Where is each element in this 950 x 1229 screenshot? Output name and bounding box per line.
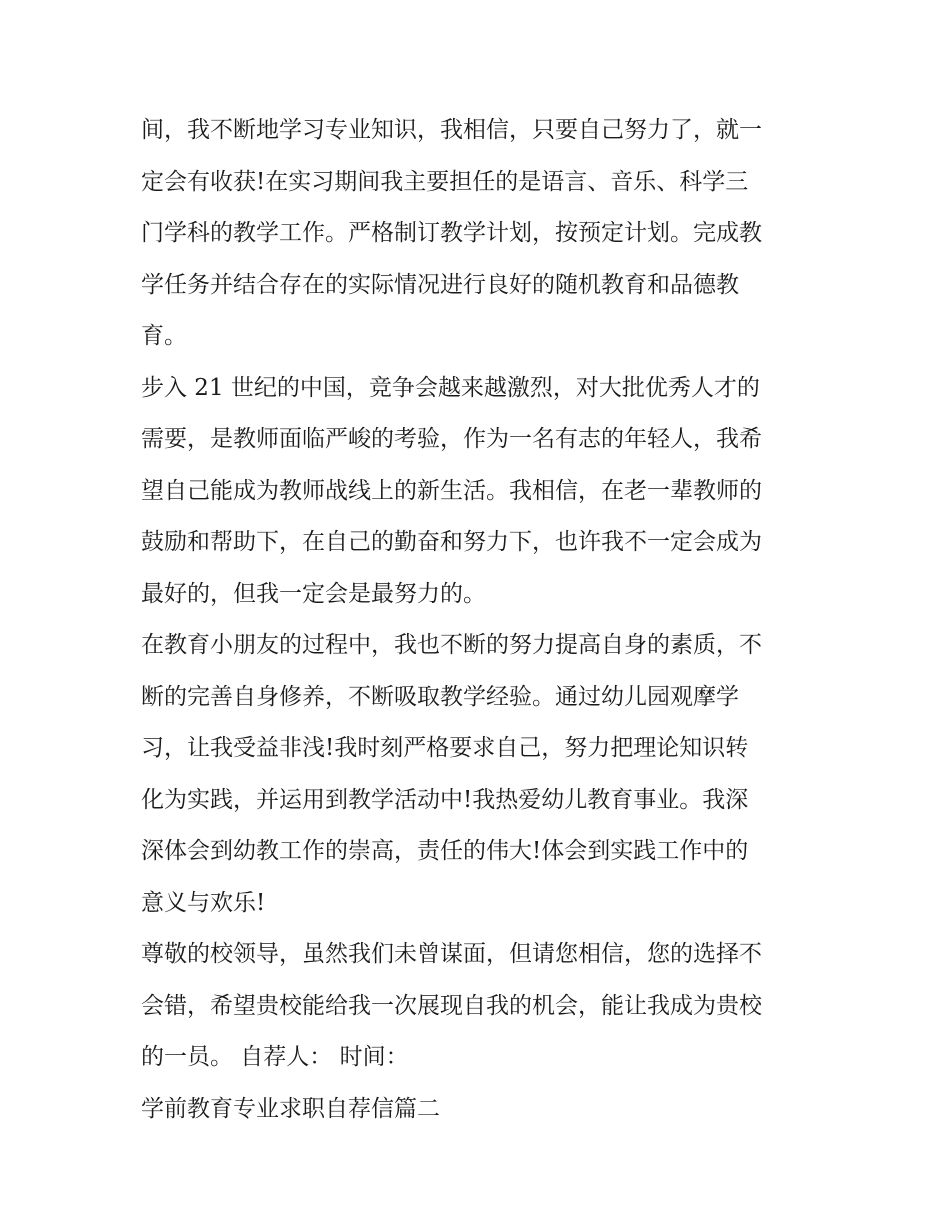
text-line: 最好的，但我一定会是最努力的。 — [141, 580, 486, 607]
text-line: 鼓励和帮助下，在自己的勤奋和努力下，也许我不一定会成为 — [141, 529, 762, 555]
text-line: 在教育小朋友的过程中，我也不断的努力提高自身的素质，不 — [141, 632, 762, 658]
text-line: 步入 21 世纪的中国，竞争会越来越激烈，对大批优秀人才的 — [141, 374, 760, 401]
text-line: 会错，希望贵校能给我一次展现自我的机会，能让我成为贵校 — [141, 992, 762, 1019]
document-body — [141, 105, 813, 1135]
text-line: 尊敬的校领导，虽然我们未曾谋面，但请您相信，您的选择不 — [141, 941, 762, 967]
text-line: 需要，是教师面临严峻的考验，作为一名有志的年轻人，我希 — [141, 426, 762, 452]
text-line: 断的完善自身修养，不断吸取教学经验。通过幼儿园观摩学 — [141, 683, 739, 710]
text-line: 深体会到幼教工作的崇高，责任的伟大!体会到实践工作中的 — [141, 838, 749, 864]
paragraph-21st-century — [141, 363, 813, 621]
text-line: 化为实践，并运用到教学活动中!我热爱幼儿教育事业。我深 — [141, 786, 749, 813]
paragraph-closing — [141, 929, 813, 1084]
text-line: 望自己能成为教师战线上的新生活。我相信，在老一辈教师的 — [141, 477, 762, 504]
text-line: 育。 — [141, 323, 187, 349]
section-title: 学前教育专业求职自荐信篇二 — [141, 1095, 440, 1122]
text-line: 习，让我受益非浅!我时刻严格要求自己，努力把理论知识转 — [141, 735, 749, 761]
text-line: 学任务并结合存在的实际情况进行良好的随机教育和品德教 — [141, 271, 739, 298]
paragraph-teaching-children — [141, 620, 813, 929]
text-line: 定会有收获!在实习期间我主要担任的是语言、音乐、科学三 — [141, 168, 749, 195]
text-line: 意义与欢乐! — [141, 889, 266, 916]
text-line: 的一员。 自荐人： 时间： — [141, 1044, 409, 1070]
text-line: 间，我不断地学习专业知识，我相信，只要自己努力了，就一 — [141, 117, 762, 143]
text-line: 门学科的教学工作。严格制订教学计划，按预定计划。完成教 — [141, 220, 762, 246]
section-heading — [141, 1084, 813, 1136]
paragraph-internship — [141, 105, 813, 363]
